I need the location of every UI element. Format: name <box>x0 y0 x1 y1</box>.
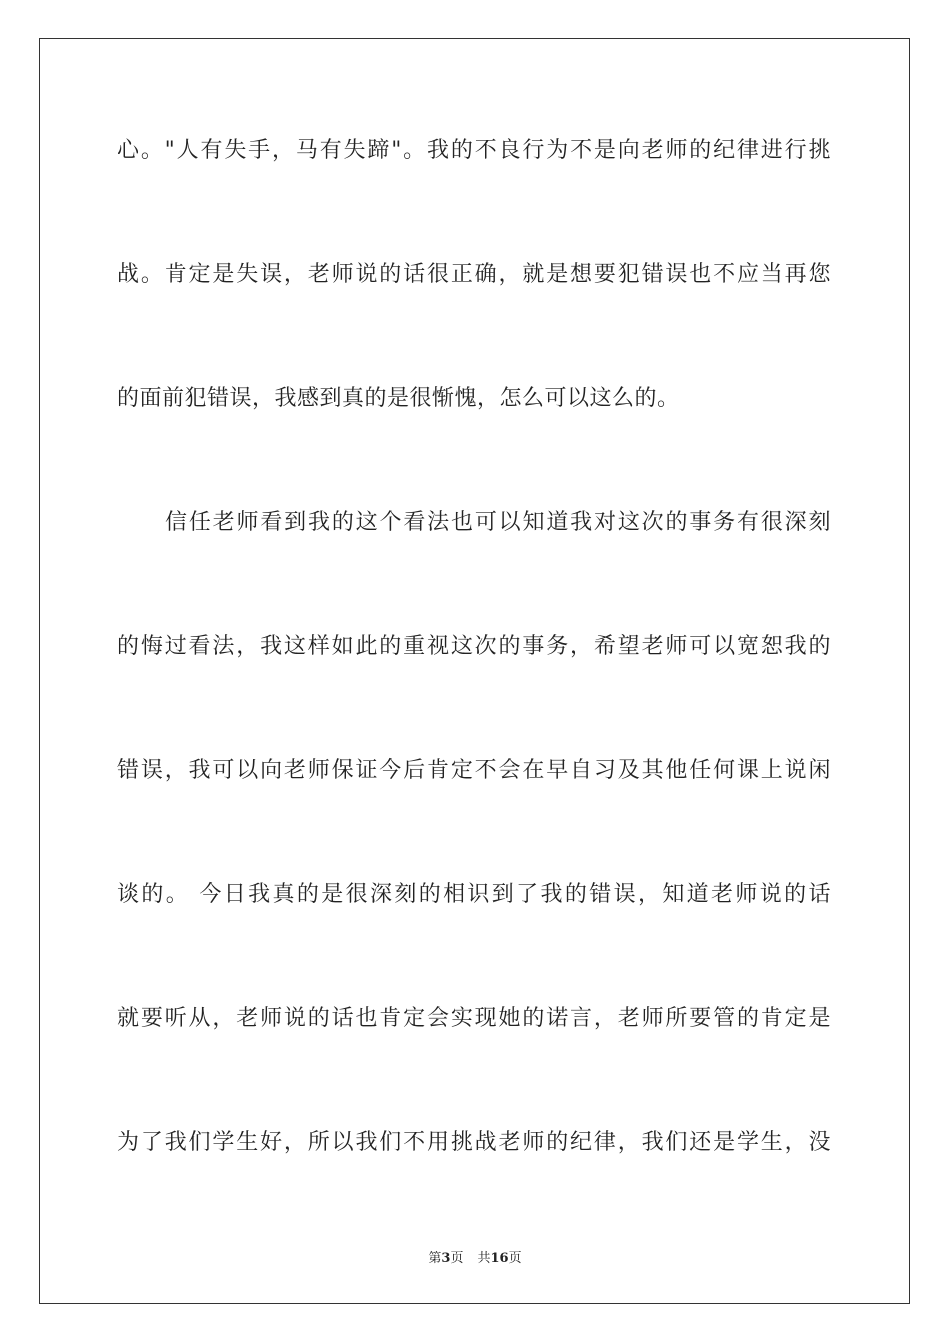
body-line-3: 的面前犯错误，我感到真的是很惭愧，怎么可以这么的。 <box>117 386 680 411</box>
footer-total-suffix: 页 <box>508 1251 522 1266</box>
footer-page-suffix: 页 <box>450 1251 464 1266</box>
body-line-6: 错误，我可以向老师保证今后肯定不会在早自习及其他任何课上说闲 <box>117 758 831 783</box>
footer-total-prefix: 共 <box>477 1251 491 1266</box>
body-line-5: 的悔过看法，我这样如此的重视这次的事务，希望老师可以宽恕我的 <box>117 634 831 659</box>
body-line-7: 谈的。 今日我真的是很深刻的相识到了我的错误，知道老师说的话 <box>117 882 831 907</box>
page-border <box>39 38 910 1304</box>
body-line-2: 战。肯定是失误，老师说的话很正确，就是想要犯错误也不应当再您 <box>117 262 831 287</box>
body-line-4: 信任老师看到我的这个看法也可以知道我对这次的事务有很深刻 <box>165 510 831 535</box>
footer-page-number: 3 <box>441 1251 451 1266</box>
footer-total-number: 16 <box>490 1251 509 1266</box>
body-line-8: 就要听从，老师说的话也肯定会实现她的诺言，老师所要管的肯定是 <box>117 1006 831 1031</box>
footer-page-prefix: 第 <box>428 1251 442 1266</box>
body-line-1: 心。"人有失手，马有失蹄"。我的不良行为不是向老师的纪律进行挑 <box>117 138 831 163</box>
page-footer <box>0 1247 950 1266</box>
body-line-9: 为了我们学生好，所以我们不用挑战老师的纪律，我们还是学生，没 <box>117 1130 831 1155</box>
